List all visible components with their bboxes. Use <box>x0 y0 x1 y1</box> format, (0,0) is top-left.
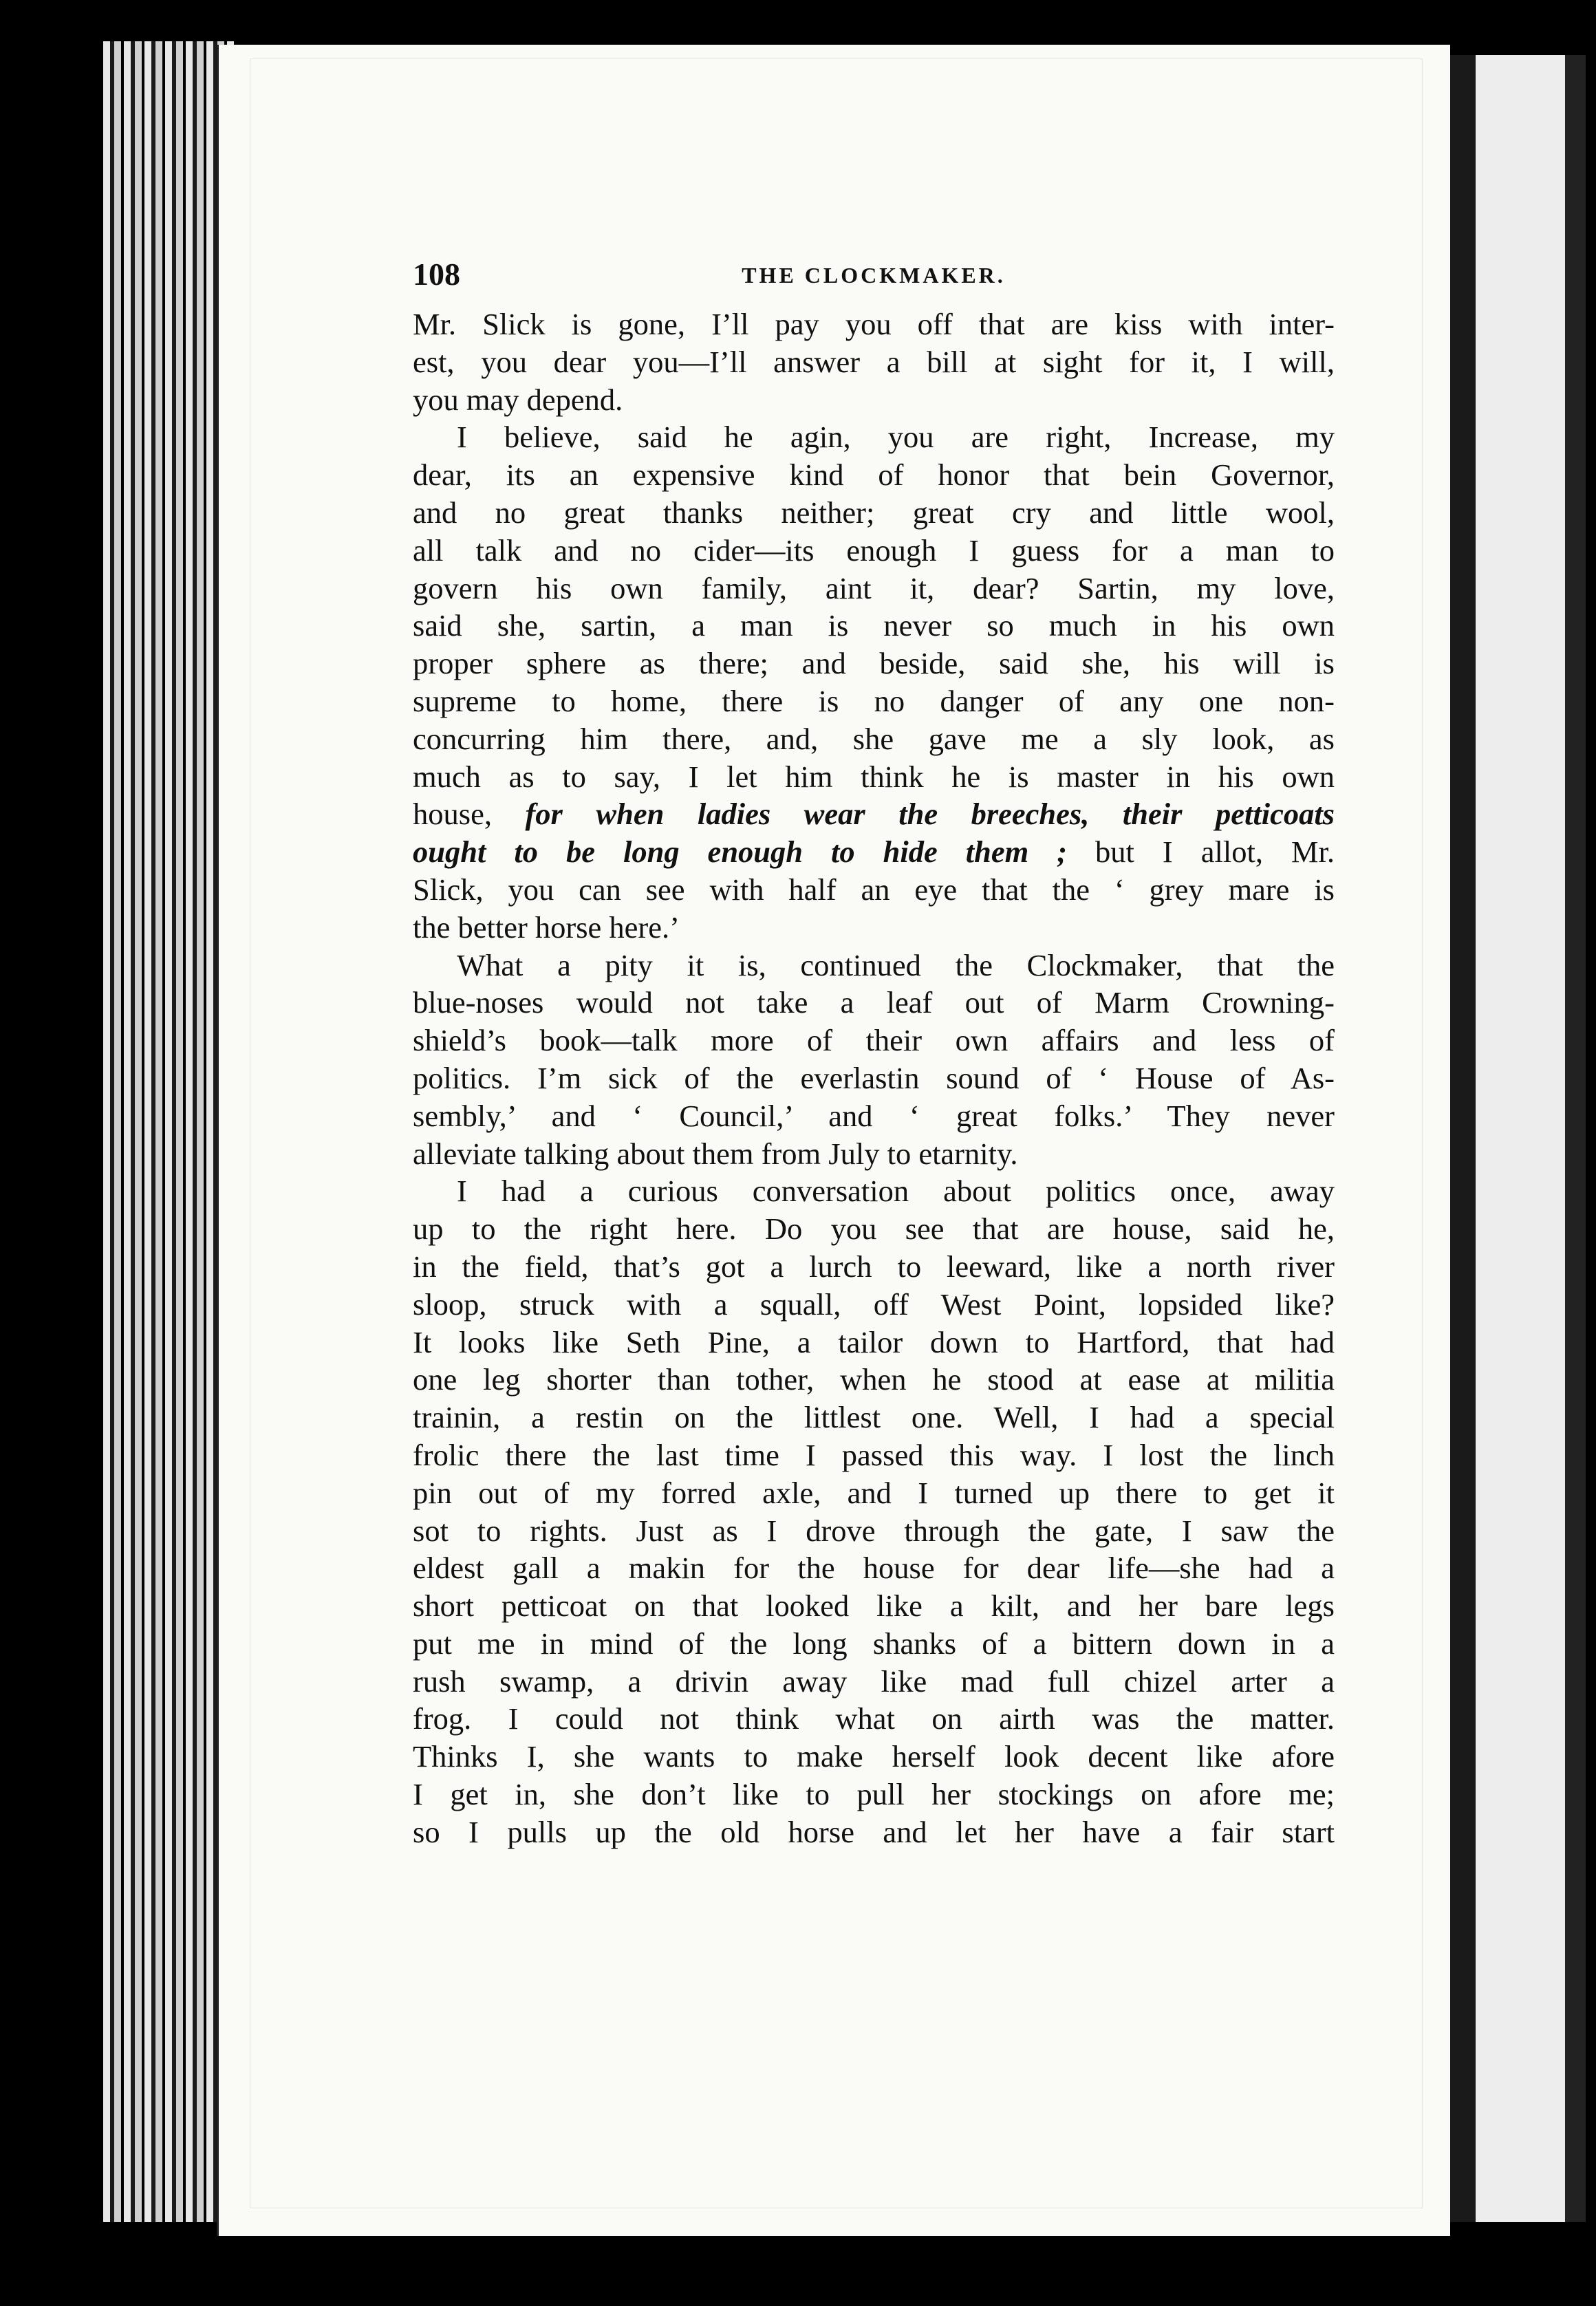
text-line <box>413 720 1335 758</box>
text-line <box>413 1022 1335 1059</box>
text-run: politics. I’m sick of the everlastin sound of ‘ House of As- <box>413 1060 1335 1095</box>
text-run: shield’s book—talk more of their own affairs and less of <box>413 1023 1335 1058</box>
text-run: frog. I could not think what on airth was the matter. <box>413 1701 1335 1736</box>
text-line <box>413 532 1335 570</box>
text-run: I had a curious conversation about politics once, away <box>457 1174 1335 1209</box>
text-line <box>413 381 1335 419</box>
text-run: but I allot, Mr. <box>1067 834 1335 870</box>
text-run: I believe, said he agin, you are right, Increase, my <box>457 420 1335 455</box>
text-line <box>413 1059 1335 1097</box>
text-run: supreme to home, there is no danger of any one non- <box>413 683 1335 718</box>
text-run: Mr. Slick is gone, I’ll pay you off that are kiss with inter- <box>413 307 1335 341</box>
text-line <box>413 570 1335 607</box>
page-body-text <box>413 305 1335 1851</box>
text-line <box>413 1663 1335 1701</box>
text-run: house, <box>413 797 526 832</box>
text-line <box>413 1474 1335 1512</box>
text-line <box>413 343 1335 381</box>
text-line <box>413 1248 1335 1286</box>
text-line <box>413 1361 1335 1399</box>
text-line <box>413 1210 1335 1248</box>
text-line <box>413 909 1335 947</box>
text-run: blue-noses would not take a leaf out of Marm Crowning- <box>413 985 1335 1020</box>
text-line <box>413 494 1335 532</box>
text-line <box>413 758 1335 796</box>
text-line <box>413 1097 1335 1135</box>
text-run: sembly,’ and ‘ Council,’ and ‘ great folks.’ They never <box>413 1098 1335 1133</box>
text-run: pin out of my forred axle, and I turned up there to get it <box>413 1475 1335 1510</box>
text-line <box>413 645 1335 682</box>
text-run: said she, sartin, a man is never so much in his own <box>413 608 1335 643</box>
text-run: govern his own family, aint it, dear? Sartin, my love, <box>413 570 1335 605</box>
text-line <box>413 1135 1335 1173</box>
text-run: you may depend. <box>413 382 623 417</box>
text-run: est, you dear you—I’ll answer a bill at sight for it, I will, <box>413 344 1335 379</box>
text-line <box>413 833 1335 871</box>
text-run: Slick, you can see with half an eye that the ‘ grey mare is <box>413 872 1335 907</box>
text-run: put me in mind of the long shanks of a bittern down in a <box>413 1626 1335 1661</box>
text-run: the better horse here.’ <box>413 909 680 945</box>
text-run: Thinks I, she wants to make herself look decent like afore <box>413 1739 1335 1774</box>
text-line <box>413 1512 1335 1550</box>
text-line <box>413 947 1335 984</box>
text-run: sloop, struck with a squall, off West Point, lopsided like? <box>413 1286 1335 1322</box>
text-run: up to the right here. Do you see that are house, said he, <box>413 1211 1335 1247</box>
text-run: and no great thanks neither; great cry and little wool, <box>413 495 1335 530</box>
text-line <box>413 1286 1335 1324</box>
text-line <box>413 871 1335 909</box>
text-line <box>413 1549 1335 1587</box>
text-run: eldest gall a makin for the house for dear life—she had a <box>413 1551 1335 1586</box>
text-line <box>413 1776 1335 1813</box>
text-line <box>413 456 1335 494</box>
text-run: proper sphere as there; and beside, said she, his will is <box>413 646 1335 681</box>
book-spine-edge <box>103 41 234 2222</box>
text-line <box>413 1172 1335 1210</box>
text-run: in the field, that’s got a lurch to leeward, like a north river <box>413 1249 1335 1284</box>
text-line <box>413 607 1335 645</box>
text-run: so I pulls up the old horse and let her have a fair start <box>413 1814 1335 1849</box>
text-line <box>413 1399 1335 1436</box>
text-line <box>413 1625 1335 1663</box>
text-line <box>413 984 1335 1022</box>
text-line <box>413 1813 1335 1851</box>
text-line <box>413 305 1335 343</box>
text-run: trainin, a restin on the littlest one. Well, I had a special <box>413 1400 1335 1435</box>
text-line <box>413 1738 1335 1776</box>
page-number: 108 <box>413 257 460 292</box>
text-run: all talk and no cider—its enough I guess for a man to <box>413 532 1335 568</box>
text-run: It looks like Seth Pine, a tailor down to Hartford, that had <box>413 1324 1335 1359</box>
text-run: one leg shorter than tother, when he stood at ease at militia <box>413 1362 1335 1397</box>
running-head: THE CLOCKMAKER. <box>742 263 1006 288</box>
text-run: short petticoat on that looked like a kilt, and her bare legs <box>413 1588 1335 1624</box>
text-line <box>413 418 1335 456</box>
text-run: What a pity it is, continued the Clockmaker, that the <box>457 947 1335 982</box>
text-run: rush swamp, a drivin away like mad full chizel arter a <box>413 1663 1335 1699</box>
text-run: frolic there the last time I passed this way. I lost the linch <box>413 1437 1335 1472</box>
page-header <box>413 256 1335 290</box>
italic-text-run: ought to be long enough to hide them ; <box>413 834 1068 870</box>
text-run: I get in, she don’t like to pull her stockings on afore me; <box>413 1777 1335 1812</box>
text-line <box>413 682 1335 720</box>
text-line <box>413 795 1335 833</box>
text-run: much as to say, I let him think he is master in his own <box>413 759 1335 794</box>
text-line <box>413 1700 1335 1738</box>
text-line <box>413 1587 1335 1625</box>
text-run: concurring him there, and, she gave me a sly look, as <box>413 721 1335 756</box>
text-line <box>413 1324 1335 1361</box>
text-run: alleviate talking about them from July to etarnity. <box>413 1136 1018 1171</box>
text-run: dear, its an expensive kind of honor that bein Governor, <box>413 457 1335 493</box>
text-line <box>413 1436 1335 1474</box>
italic-text-run: for when ladies wear the breeches, their petticoats <box>525 797 1335 832</box>
facing-page-edge <box>1448 55 1586 2222</box>
text-run: sot to rights. Just as I drove through the gate, I saw the <box>413 1513 1335 1548</box>
